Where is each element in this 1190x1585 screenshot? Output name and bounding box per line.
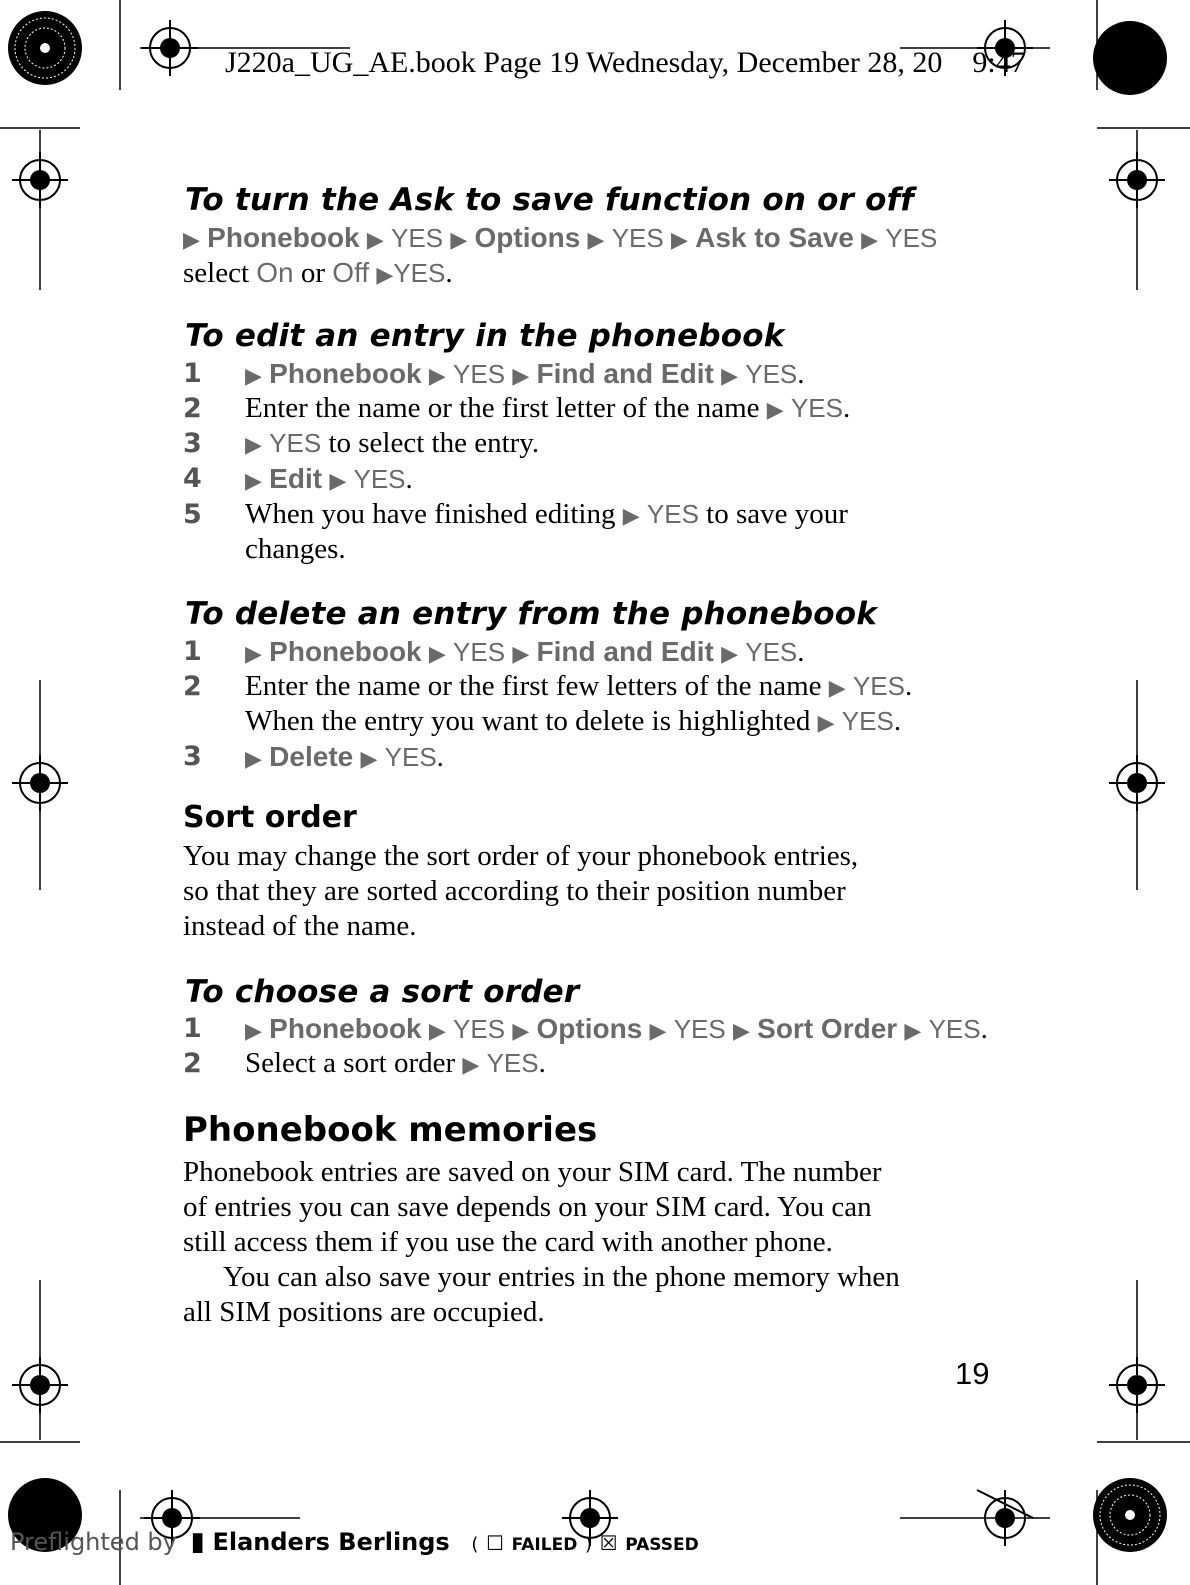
menu-ask-to-save: Ask to Save <box>695 222 854 253</box>
key-yes: YES <box>841 706 894 736</box>
arrow-icon: ▶ <box>450 228 468 253</box>
paragraph-line: You can also save your entries in the phone memory when <box>223 1261 900 1293</box>
option-on: On <box>256 257 294 288</box>
arrow-icon: ▶ <box>428 364 446 389</box>
key-yes: YES <box>393 258 446 288</box>
edit-step-4: ▶ Edit ▶ YES. <box>245 463 413 495</box>
arrow-icon: ▶ <box>245 642 262 667</box>
arrow-icon: ▶ <box>622 504 640 529</box>
step-text: Enter the name or the first letter of the name <box>245 392 760 424</box>
key-yes: YES <box>269 428 322 458</box>
key-yes: YES <box>453 359 506 389</box>
arrow-icon: ▶ <box>245 747 262 772</box>
step-number: 4 <box>183 463 202 494</box>
step-number: 2 <box>183 1048 202 1079</box>
checkbox-empty-icon: ☐ <box>486 1531 504 1555</box>
book-header: J220a_UG_AE.book Page 19 Wednesday, December 28, 20 9:47 <box>225 46 1026 79</box>
arrow-icon: ▶ <box>428 1019 446 1044</box>
checkbox-checked-icon: ☒ <box>599 1531 618 1555</box>
delete-step-2-cont: When the entry you want to delete is highlighted ▶ YES. <box>245 705 902 737</box>
menu-options: Options <box>536 1013 643 1044</box>
menu-delete: Delete <box>269 741 354 772</box>
phonebook-memories-body <box>183 1155 1003 1330</box>
menu-sort-order: Sort Order <box>757 1013 898 1044</box>
menu-edit: Edit <box>269 463 323 494</box>
step-number: 3 <box>183 741 202 772</box>
key-yes: YES <box>453 637 506 667</box>
arrow-icon: ▶ <box>861 228 879 253</box>
text-select: select <box>183 257 250 289</box>
paragraph-line: still access them if you use the card with another phone. <box>183 1226 833 1258</box>
arrow-icon: ▶ <box>462 1053 480 1078</box>
period: . <box>445 257 453 289</box>
step-number: 5 <box>183 499 202 530</box>
key-yes: YES <box>353 464 406 494</box>
paragraph-line: Phonebook entries are saved on your SIM card. The number <box>183 1156 882 1188</box>
ask-to-save-path <box>183 220 937 258</box>
choose-step-1: ▶ Phonebook ▶ YES ▶ Options ▶ YES ▶ Sort Order ▶ YES. <box>245 1013 988 1045</box>
key-yes: YES <box>852 671 905 701</box>
option-off: Off <box>332 257 370 288</box>
arrow-icon: ▶ <box>366 228 384 253</box>
brand-logo-icon: ▮ <box>190 1527 205 1557</box>
arrow-icon: ▶ <box>732 1019 750 1044</box>
arrow-icon: ▶ <box>245 1019 262 1044</box>
arrow-icon: ▶ <box>512 364 530 389</box>
step-number: 1 <box>183 1013 202 1044</box>
arrow-icon: ▶ <box>329 469 347 494</box>
arrow-icon: ▶ <box>512 1019 530 1044</box>
delete-step-1: ▶ Phonebook ▶ YES ▶ Find and Edit ▶ YES. <box>245 636 805 668</box>
key-yes: YES <box>391 223 444 253</box>
delete-entry-heading: To delete an entry from the phonebook <box>185 596 878 632</box>
key-yes: YES <box>885 223 938 253</box>
sort-order-body <box>183 839 1003 944</box>
arrow-icon: ▶ <box>587 228 605 253</box>
key-yes: YES <box>790 393 843 423</box>
arrow-icon: ▶ <box>512 642 530 667</box>
edit-step-2: Enter the name or the first letter of the name ▶ YES. <box>245 392 851 424</box>
delete-step-2: Enter the name or the first few letters of the name ▶ YES. <box>245 670 913 702</box>
key-yes: YES <box>745 637 798 667</box>
phonebook-memories-heading: Phonebook memories <box>183 1110 598 1150</box>
ask-to-save-heading: To turn the Ask to save function on or off <box>185 182 914 218</box>
paragraph-line: instead of the name. <box>183 910 417 942</box>
paragraph-line: You may change the sort order of your phonebook entries, <box>183 840 859 872</box>
arrow-icon: ▶ <box>245 433 262 458</box>
menu-phonebook: Phonebook <box>269 358 422 389</box>
choose-step-2: Select a sort order ▶ YES. <box>245 1047 546 1079</box>
edit-step-1: ▶ Phonebook ▶ YES ▶ Find and Edit ▶ YES. <box>245 358 805 390</box>
key-yes: YES <box>673 1014 726 1044</box>
passed-label: PASSED <box>625 1535 699 1555</box>
arrow-icon: ▶ <box>670 228 688 253</box>
paragraph-line: all SIM positions are occupied. <box>183 1296 545 1328</box>
edit-entry-heading: To edit an entry in the phonebook <box>185 318 785 354</box>
sort-order-heading: Sort order <box>183 800 357 835</box>
arrow-icon: ▶ <box>183 228 200 253</box>
key-yes: YES <box>453 1014 506 1044</box>
arrow-icon: ▶ <box>360 747 378 772</box>
paragraph-line: so that they are sorted according to their position number <box>183 875 846 907</box>
choose-sort-heading: To choose a sort order <box>185 974 580 1010</box>
menu-phonebook: Phonebook <box>269 636 422 667</box>
page-number: 19 <box>955 1356 990 1391</box>
key-yes: YES <box>486 1048 539 1078</box>
edit-step-5-cont: changes. <box>245 533 346 565</box>
edit-step-5 <box>245 497 848 534</box>
step-text: to select the entry. <box>328 427 540 459</box>
paragraph-line: of entries you can save depends on your SIM card. You can <box>183 1191 872 1223</box>
ask-to-save-select-line <box>183 255 453 293</box>
key-yes: YES <box>611 223 664 253</box>
text-or: or <box>300 257 326 289</box>
step-text: Select a sort order <box>245 1047 456 1079</box>
menu-phonebook: Phonebook <box>207 222 360 253</box>
key-yes: YES <box>745 359 798 389</box>
arrow-icon: ▶ <box>828 676 846 701</box>
brand-name: Elanders Berlings <box>212 1528 450 1556</box>
step-number: 2 <box>183 671 202 702</box>
step-text: When you have finished editing <box>245 498 616 530</box>
arrow-icon: ▶ <box>376 263 394 288</box>
menu-find-and-edit: Find and Edit <box>536 636 714 667</box>
menu-phonebook: Phonebook <box>269 1013 422 1044</box>
delete-step-3: ▶ Delete ▶ YES. <box>245 741 444 773</box>
arrow-icon: ▶ <box>904 1019 922 1044</box>
arrow-icon: ▶ <box>721 364 738 389</box>
step-text: to save your <box>706 498 848 530</box>
key-yes: YES <box>384 742 437 772</box>
key-yes: YES <box>928 1014 981 1044</box>
step-number: 3 <box>183 428 202 459</box>
menu-options: Options <box>474 222 581 253</box>
menu-find-and-edit: Find and Edit <box>536 358 714 389</box>
arrow-icon: ▶ <box>817 711 835 736</box>
edit-step-3 <box>245 426 539 463</box>
preflight-label: Preflighted by <box>10 1528 177 1556</box>
arrow-icon: ▶ <box>245 364 262 389</box>
step-text: When the entry you want to delete is highlighted <box>245 705 811 737</box>
arrow-icon: ▶ <box>721 642 738 667</box>
failed-label: FAILED <box>511 1535 578 1555</box>
arrow-icon: ▶ <box>428 642 446 667</box>
step-number: 1 <box>183 358 202 389</box>
step-text: Enter the name or the first few letters of the name <box>245 670 822 702</box>
arrow-icon: ▶ <box>766 398 784 423</box>
preflight-footer: Preflighted by ▮ Elanders Berlings ( ☐ FAILED ) ☒ PASSED <box>10 1527 699 1557</box>
step-number: 2 <box>183 393 202 424</box>
key-yes: YES <box>646 499 699 529</box>
step-number: 1 <box>183 636 202 667</box>
arrow-icon: ▶ <box>649 1019 667 1044</box>
arrow-icon: ▶ <box>245 469 262 494</box>
